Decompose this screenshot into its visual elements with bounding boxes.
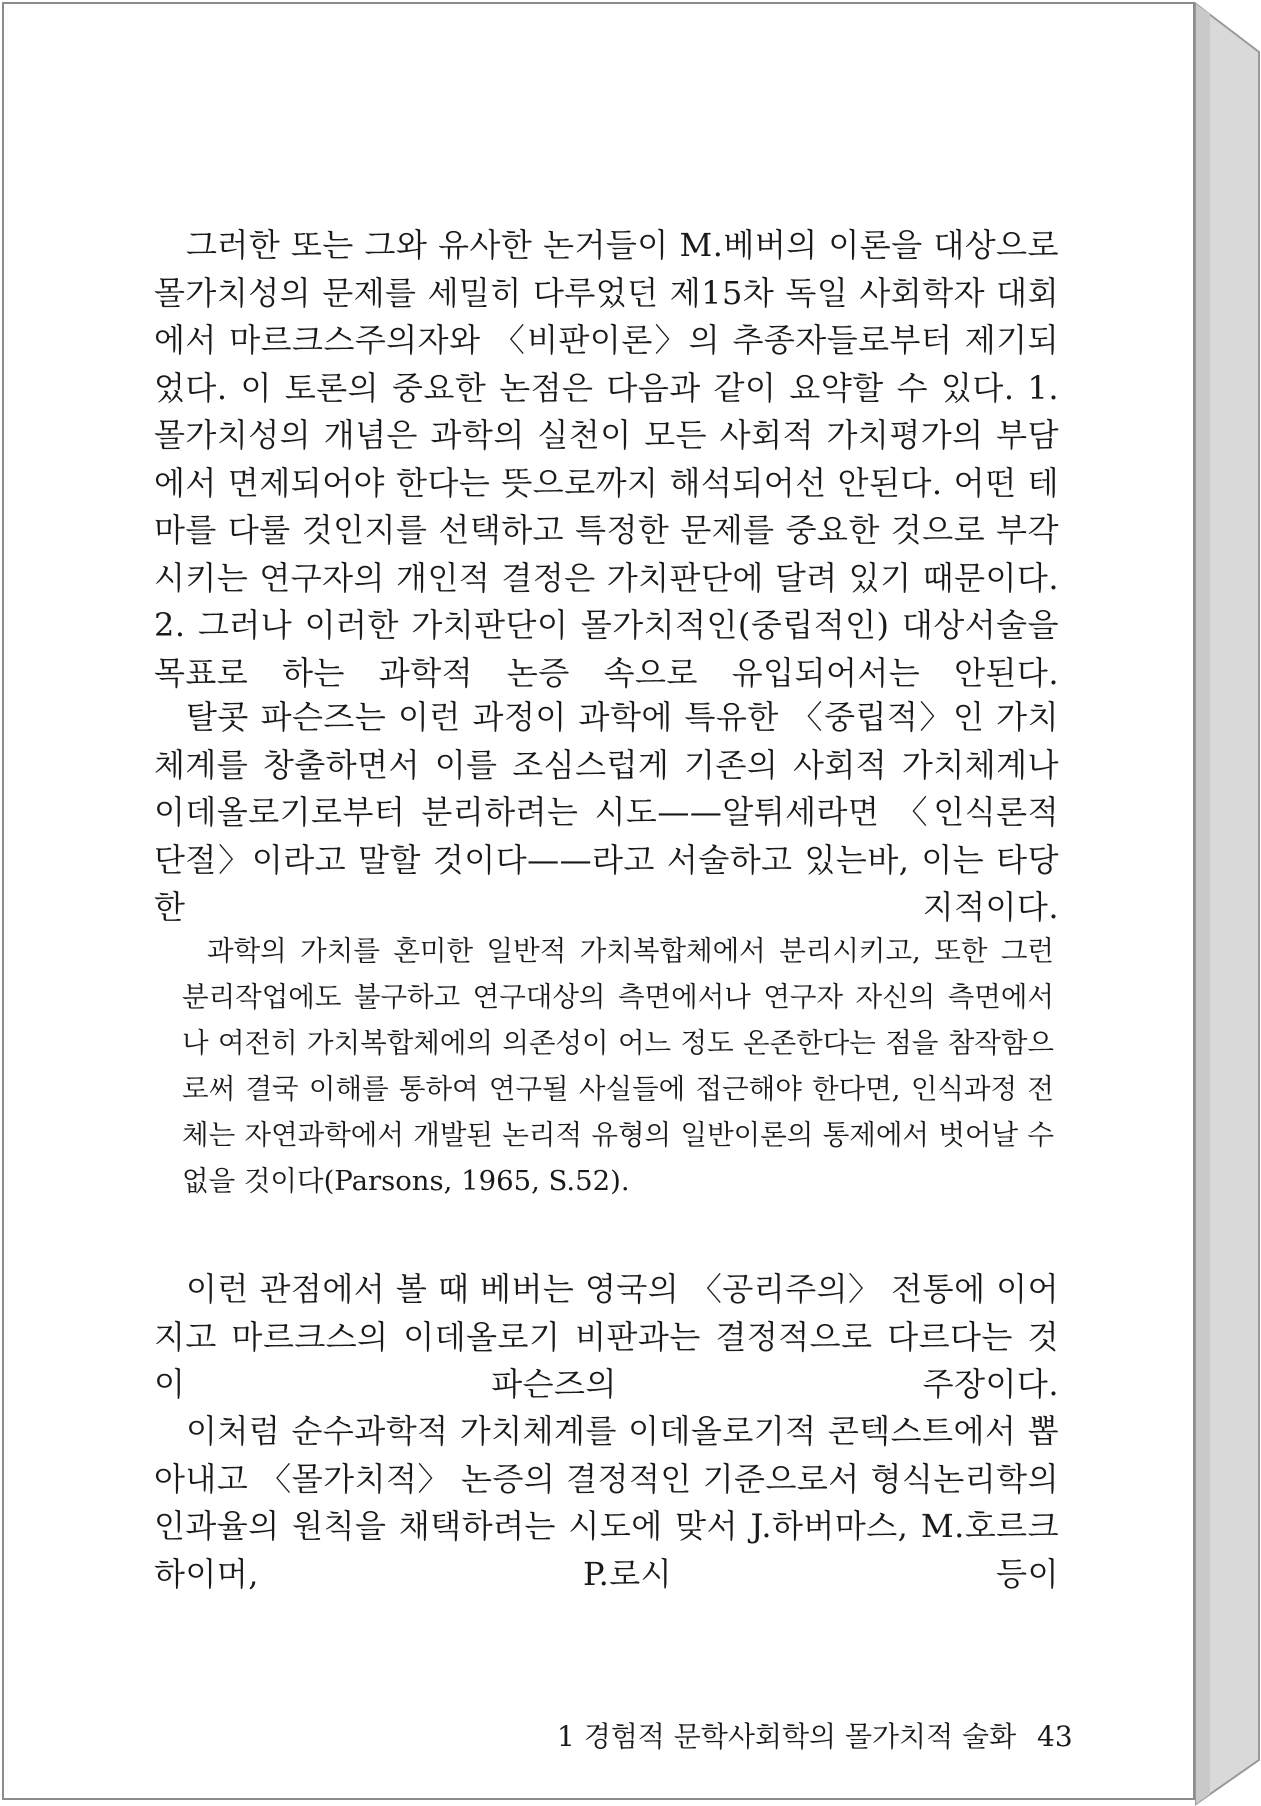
body-paragraph-4: 이처럼 순수과학적 가치체계를 이데올로기적 콘텍스트에서 뽑아내고 〈몰가치적〉 논증의 결정적인 기준으로서 형식논리학의 인과율의 원칙을 채택하려는 시도에 맞서 J.하버마스, M.호르크하이머, P.로시 등이 — [154, 1412, 1059, 1593]
page-footer — [557, 1719, 1073, 1755]
running-head: 1 경험적 문학사회학의 몰가치적 술화 — [557, 1720, 1017, 1753]
body-paragraph-2: 탈콧 파슨즈는 이런 과정이 과학에 특유한 〈중립적〉인 가치체계를 창출하면서 이를 조심스럽게 기존의 사회적 가치체계나 이데올로기로부터 분리하려는 시도——알튀세라면 〈인식론적 단절〉이라고 말할 것이다——라고 서술하고 있는바, 이는 타당한 지적이다. — [154, 698, 1059, 926]
book-page — [2, 2, 1195, 1800]
body-paragraph-3: 이런 관점에서 볼 때 베버는 영국의 〈공리주의〉 전통에 이어지고 마르크스의 이데올로기 비판과는 결정적으로 다르다는 것이 파슨즈의 주장이다. — [154, 1270, 1059, 1403]
body-paragraph-1: 그러한 또는 그와 유사한 논거들이 M.베버의 이론을 대상으로 몰가치성의 문제를 세밀히 다루었던 제15차 독일 사회학자 대회에서 마르크스주의자와 〈비판이론〉의 추종자들로부터 제기되었다. 이 토론의 중요한 논점은 다음과 같이 요약할 수 있다. 1. 몰가치성의 개념은 과학의 실천이 모든 사회적 가치평가의 부담에서 면제되어야 한다는 뜻으로까지 해석되어선 안된다. 어떤 테마를 다룰 것인지를 선택하고 특정한 문제를 중요한 것으로 부각시키는 연구자의 개인적 결정은 가치판단에 달려 있기 때문이다. 2. 그러나 이러한 가치판단이 몰가치적인(중립적인) 대상서술을 목표로 하는 과학적 논증 속으로 유입되어서는 안된다. — [154, 226, 1059, 692]
block-quote: 과학의 가치를 혼미한 일반적 가치복합체에서 분리시키고, 또한 그런 분리작업에도 불구하고 연구대상의 측면에서나 연구자 자신의 측면에서나 여전히 가치복합체에의 의존성이 어느 정도 온존한다는 점을 참작함으로써 결국 이해를 통하여 연구될 사실들에 접근해야 한다면, 인식과정 전체는 자연과학에서 개발된 논리적 유형의 일반이론의 통제에서 벗어날 수 없을 것이다(Parsons, 1965, S.52). — [182, 935, 1054, 1197]
page-number: 43 — [1037, 1720, 1073, 1753]
